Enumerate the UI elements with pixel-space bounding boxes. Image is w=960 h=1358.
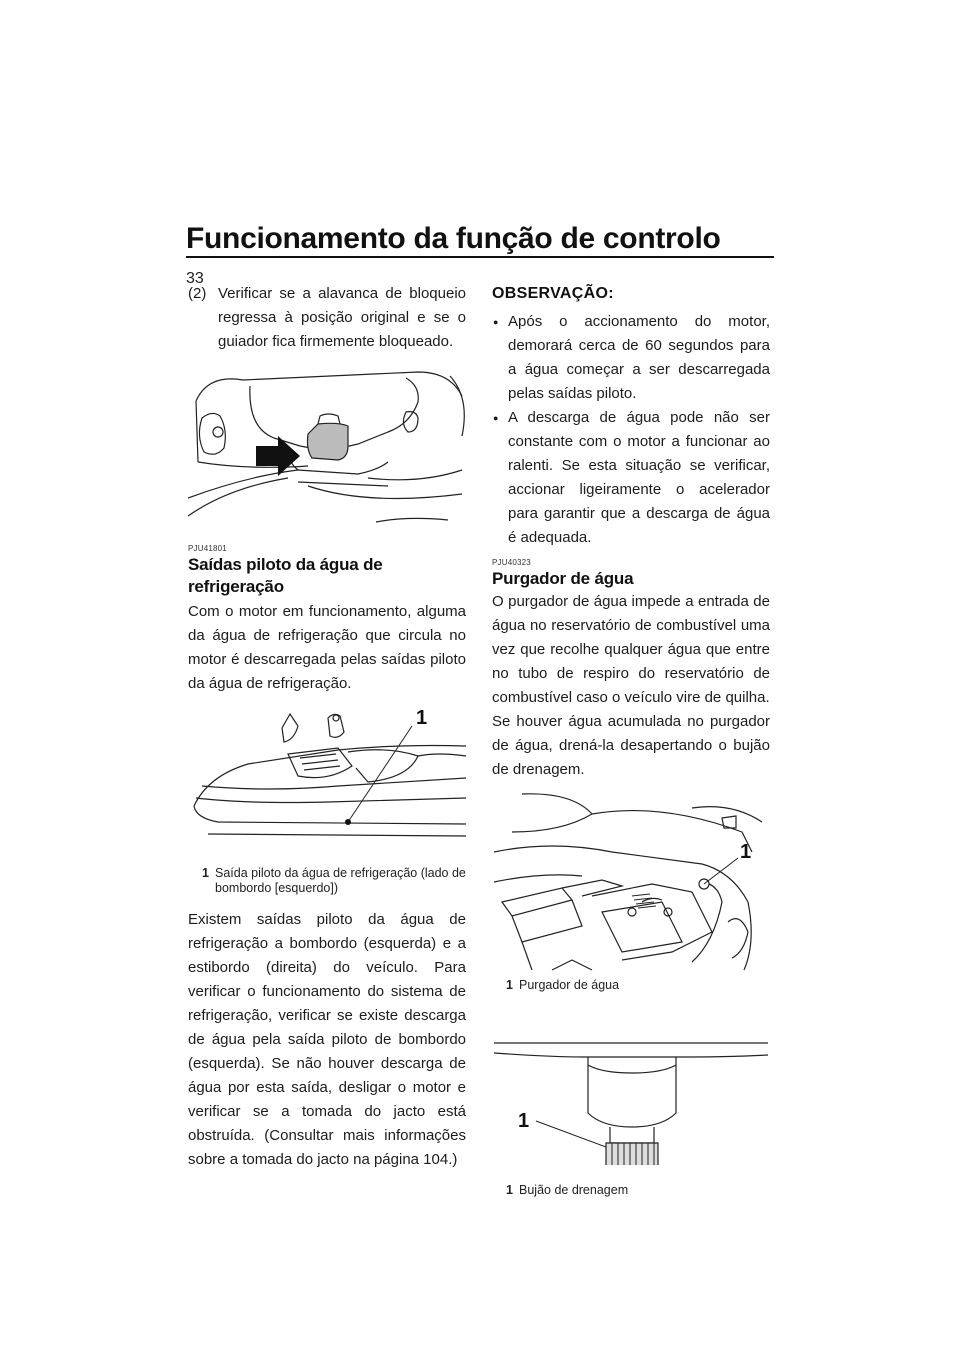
body-paragraph: Existem saídas piloto da água de refrigeração a bombordo (esquerda) e a estibordo (direita) do veículo. Para verificar o funcionamento do sistema de refrigeração, verificar se existe descarga de água pela saída piloto de bombordo (esquerda). Se não houver descarga de água por esta saída, desligar o motor e verificar se a tomada do jacto está obstruída. (Consultar mais informações sobre a tomada do jacto na página 104.) bbox=[188, 911, 466, 1168]
note-list bbox=[492, 310, 770, 550]
caption-text: Bujão de drenagem bbox=[519, 1183, 629, 1197]
step-text: Verificar se a alavanca de bloqueio regressa à posição original e se o guiador fica firmemente bloqueado. bbox=[218, 285, 466, 350]
callout-label: 1 bbox=[518, 1110, 530, 1132]
drain-plug-illustration bbox=[492, 1035, 770, 1165]
caption-number: 1 bbox=[506, 1183, 513, 1197]
paragraph-1: O purgador de água impede a entrada de água no reservatório de combustível uma vez que recolhe qualquer água que entre no tubo de respiro do reservatório de combustível caso o veículo vire de quilha. bbox=[492, 593, 770, 706]
section-title-water-separator: Purgador de água bbox=[492, 569, 634, 588]
step-number: (2) bbox=[188, 285, 207, 302]
page-header bbox=[186, 222, 774, 256]
figure-water-separator bbox=[492, 792, 770, 976]
figure-caption bbox=[202, 866, 466, 896]
callout-label: 1 bbox=[740, 841, 752, 863]
left-column bbox=[188, 282, 466, 1172]
note-item: ● A descarga de água pode não ser constante com o motor a funcionar ao ralenti. Se esta situação se verificar, accionar ligeiramente o acelerador para garantir que a descarga de água é adequada. bbox=[492, 406, 770, 550]
right-column bbox=[492, 282, 770, 1198]
paragraph-2: Se houver água acumulada no purgador de água, drená-la desapertando o bujão de drenagem. bbox=[492, 713, 770, 778]
caption-number: 1 bbox=[506, 978, 513, 992]
figure-caption bbox=[506, 1183, 770, 1198]
figure-cooling-outlet bbox=[188, 706, 466, 862]
callout-leader bbox=[348, 726, 412, 822]
section-code: PJU41801 bbox=[188, 544, 227, 553]
page-number: 33 bbox=[186, 270, 204, 287]
handlebar-lock-illustration bbox=[188, 366, 466, 532]
figure-drain-plug bbox=[492, 1035, 770, 1165]
watercraft-side-illustration bbox=[188, 706, 466, 862]
header-rule bbox=[186, 256, 774, 258]
callout-leader bbox=[536, 1121, 606, 1147]
step-2 bbox=[188, 282, 466, 354]
caption-number: 1 bbox=[202, 866, 209, 880]
figure-caption bbox=[506, 978, 770, 993]
note-item: ● Após o accionamento do motor, demorará cerca de 60 segundos para a água começar a ser descarregada pelas saídas piloto. bbox=[492, 310, 770, 406]
note-title: OBSERVAÇÃO: bbox=[492, 285, 614, 302]
figure-handlebar-lock bbox=[188, 366, 466, 532]
caption-text: Saída piloto da água de refrigeração (lado de bombordo [esquerdo]) bbox=[215, 866, 466, 895]
callout-label: 1 bbox=[416, 707, 428, 729]
outlet-marker-icon bbox=[345, 819, 351, 825]
caption-text: Purgador de água bbox=[519, 978, 620, 992]
section-code: PJU40323 bbox=[492, 558, 531, 567]
engine-compartment-illustration bbox=[492, 792, 770, 976]
page-title: Funcionamento da função de controlo bbox=[186, 222, 721, 255]
intro-paragraph: Com o motor em funcionamento, alguma da água de refrigeração que circula no motor é descarregada pelas saídas piloto da água de refrigeração. bbox=[188, 603, 466, 692]
section-title-cooling-outlets: Saídas piloto da água de refrigeração bbox=[188, 555, 383, 596]
callout-leader bbox=[704, 858, 738, 884]
